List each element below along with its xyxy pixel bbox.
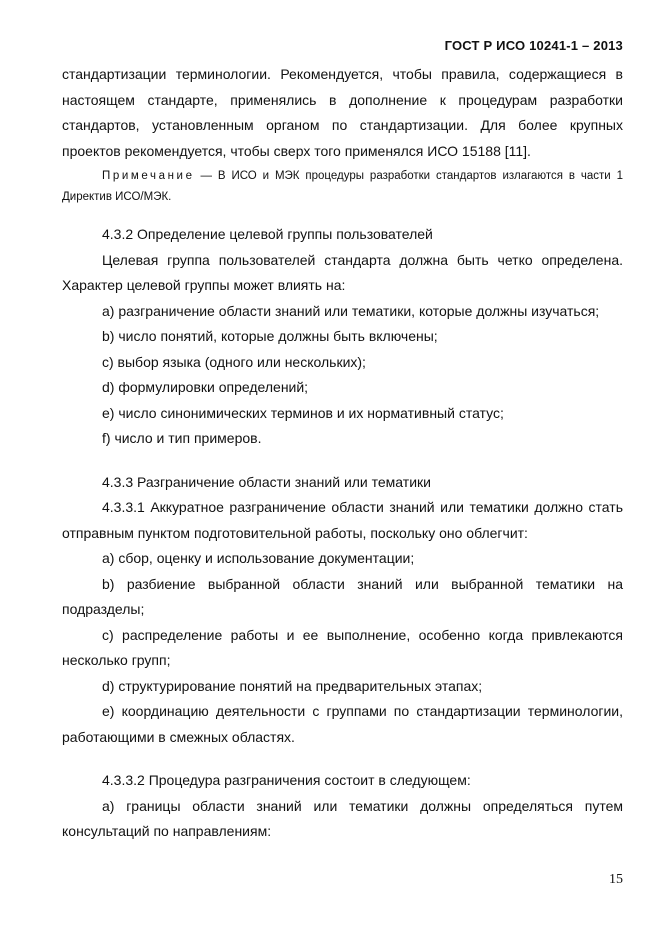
note-paragraph — [62, 166, 623, 208]
document-body — [62, 62, 623, 845]
list-item: b) число понятий, которые должны быть включены; — [102, 328, 438, 344]
list-item: a) сбор, оценку и использование документации; — [102, 550, 415, 566]
intro-paragraph: стандартизации терминологии. Рекомендуется, чтобы правила, содержащиеся в настоящем стандарте, применялись в дополнение к процедурам разработки стандартов, установленным органом по стандартизации. Для более крупных проектов рекомендуется, чтобы сверх того применялся ИСО 15188 [11]. — [62, 66, 623, 159]
list-item: e) координацию деятельности с группами по стандартизации терминологии, работающими в смежных областях. — [62, 703, 623, 745]
list-item: c) распределение работы и ее выполнение, особенно когда привлекаются несколько групп; — [62, 626, 623, 668]
note-text: — В ИСО и МЭК процедуры разработки стандартов излагаются в части 1 Директив ИСО/МЭК. — [62, 170, 623, 203]
list-item: e) число синонимических терминов и их нормативный статус; — [102, 404, 504, 421]
list-item: d) структурирование понятий на предварительных этапах; — [102, 677, 483, 694]
section-4-3-2-heading: 4.3.2 Определение целевой группы пользователей — [102, 226, 433, 242]
list-item: a) разграничение области знаний или тематики, которые должны изучаться; — [102, 302, 600, 319]
list-item: c) выбор языка (одного или нескольких); — [102, 353, 366, 370]
list-item: f) число и тип примеров. — [102, 430, 262, 446]
section-4-3-3-2-paragraph: 4.3.3.2 Процедура разграничения состоит в следующем: — [102, 772, 471, 788]
list-item: d) формулировки определений; — [102, 379, 309, 395]
note-label: Примечание — [102, 170, 195, 182]
list-item: a) границы области знаний или тематики должны определяться путем консультаций по направлениям: — [62, 797, 623, 839]
document-header: ГОСТ Р ИСО 10241-1 – 2013 — [444, 38, 623, 53]
section-4-3-2-intro: Целевая группа пользователей стандарта должна быть четко определена. Характер целевой группы может влиять на: — [62, 251, 623, 293]
list-item: b) разбиение выбранной области знаний или выбранной тематики на подразделы; — [62, 575, 623, 617]
section-4-3-3-1-paragraph: 4.3.3.1 Аккуратное разграничение области знаний или тематики должно стать отправным пунктом подготовительной работы, поскольку оно облегчит: — [62, 499, 623, 541]
section-4-3-3-heading: 4.3.3 Разграничение области знаний или тематики — [102, 473, 431, 490]
page-number: 15 — [609, 872, 623, 887]
